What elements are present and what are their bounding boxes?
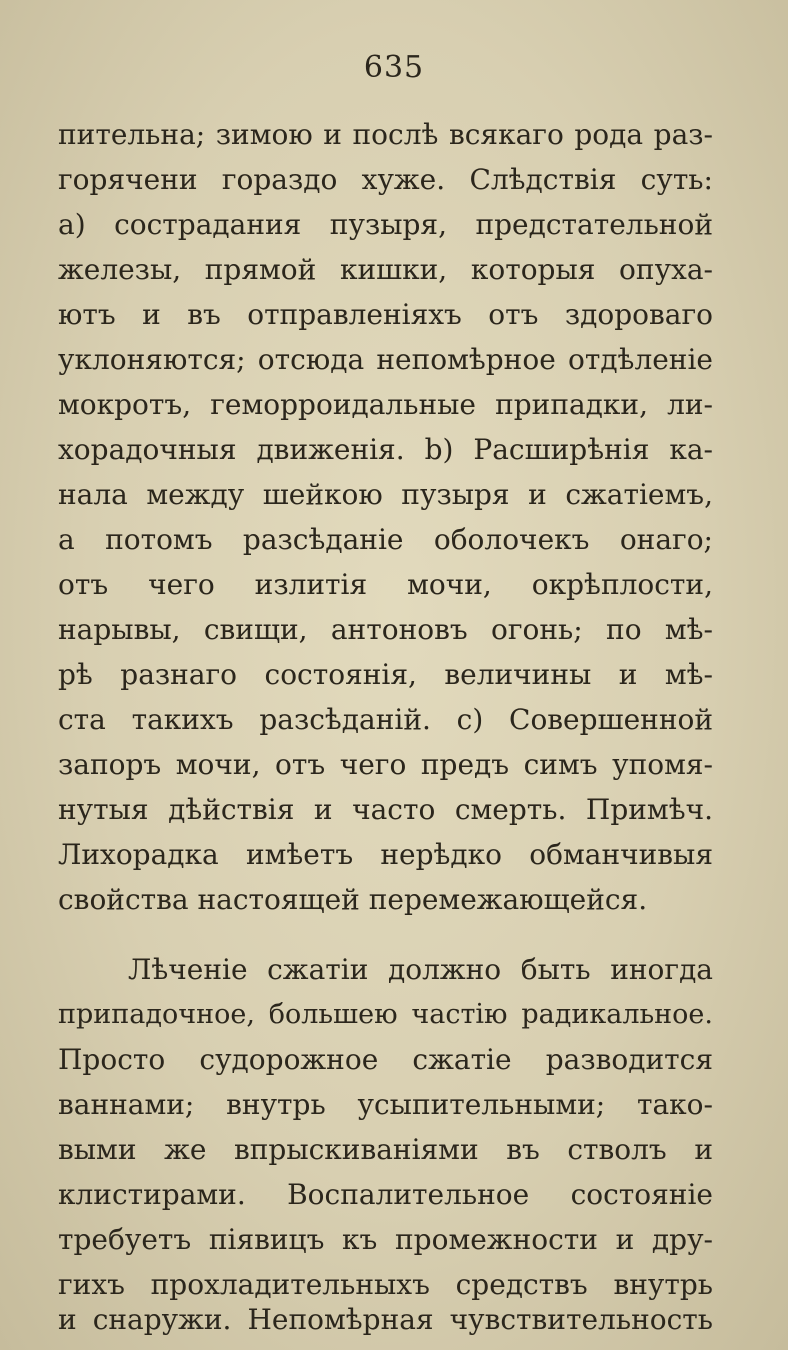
text-line: железы, прямой кишки, которыя опуха- [58, 253, 713, 286]
text-line: припадочное, большею частію радикальное. [58, 999, 713, 1030]
text-line: хорадочныя движенія. b) Расширѣнія ка- [58, 433, 713, 466]
text-line: Лихорадка имѣетъ нерѣдко обманчивыя [58, 838, 713, 871]
text-line: Просто судорожное сжатіе разводится [58, 1043, 713, 1076]
text-line: уклоняются; отсюда непомѣрное отдѣленіе [58, 343, 713, 376]
text-line: запоръ мочи, отъ чего предъ симъ упомя- [58, 748, 713, 781]
text-line: ютъ и въ отправленіяхъ отъ здороваго [58, 298, 713, 331]
text-line: гихъ прохладительныхъ средствъ внутрь [58, 1268, 713, 1301]
text-line: нарывы, свищи, антоновъ огонь; по мѣ- [58, 613, 713, 646]
text-line: ста такихъ разсѣданій. с) Совершенной [58, 703, 713, 736]
text-line: нала между шейкою пузыря и сжатіемъ, [58, 478, 713, 511]
text-line: выми же впрыскиваніями въ стволъ и [58, 1133, 713, 1166]
text-line: нутыя дѣйствія и часто смерть. Примѣч. [58, 793, 713, 826]
text-line: отъ чего излитія мочи, окрѣплости, [58, 568, 713, 601]
text-line: требуетъ піявицъ къ промежности и дру- [58, 1223, 713, 1256]
text-line: и снаружи. Непомѣрная чувствительность [58, 1303, 713, 1336]
text-line: а) сострадания пузыря, предстательной [58, 208, 713, 241]
text-line: горячени гораздо хуже. Слѣдствія суть: [58, 163, 713, 196]
text-line: ваннами; внутрь усыпительными; тако- [58, 1088, 713, 1121]
text-line: свойства настоящей перемежающейся. [58, 883, 648, 916]
text-line: Лѣченіе сжатіи должно быть иногда [128, 953, 713, 986]
text-line: пительна; зимою и послѣ всякаго рода раз- [58, 118, 713, 151]
text-line: рѣ разнаго состоянія, величины и мѣ- [58, 658, 713, 691]
text-line: мокротъ, геморроидальные припадки, ли- [58, 388, 713, 421]
page-number: 635 [363, 50, 425, 85]
text-line: а потомъ разсѣданіе оболочекъ онаго; [58, 523, 713, 556]
text-line: клистирами. Воспалительное состояніе [58, 1178, 713, 1211]
